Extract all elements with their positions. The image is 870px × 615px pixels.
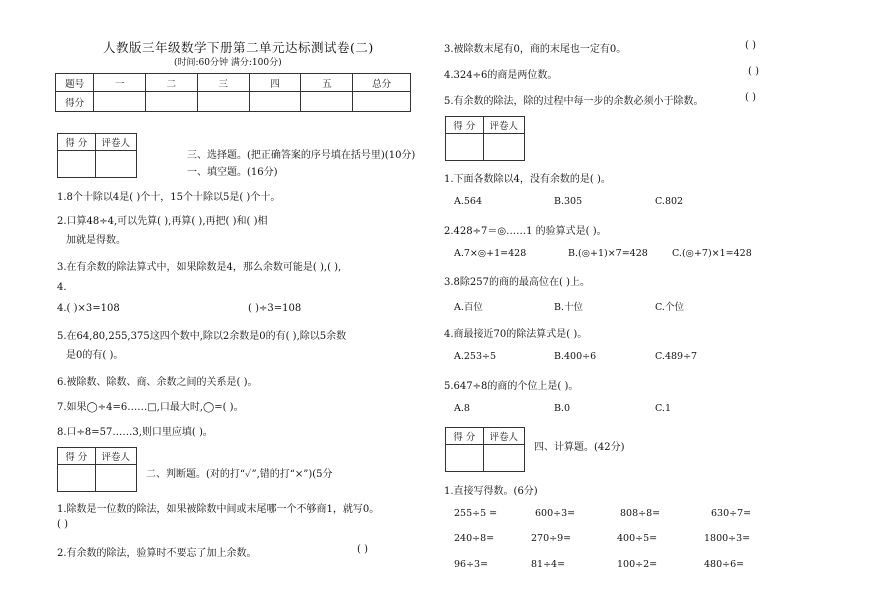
calc-item: 240÷8= xyxy=(454,533,495,544)
choice-q4: 4.商最接近70的除法算式是( )。 xyxy=(444,329,588,340)
fill-q1: 1.8个十除以4是( )个十，15个十除以5是( )个十。 xyxy=(57,192,281,203)
score-table-header: 题号 xyxy=(56,74,94,92)
calc-item: 600÷3= xyxy=(535,508,576,519)
score-table-header: 四 xyxy=(249,74,301,92)
page-subtitle: (时间:60分钟 满分:100分) xyxy=(174,58,282,68)
choice-q1-opt-b: B.305 xyxy=(554,196,583,207)
score-table xyxy=(55,73,411,112)
fill-q5-cont: 是0的有( )。 xyxy=(66,350,124,361)
fill-q6: 6.被除数、除数、商、余数之间的关系是( )。 xyxy=(57,377,258,388)
choice-q1-opt-c: C.802 xyxy=(655,196,684,207)
judge-q5-paren: ( ) xyxy=(745,92,756,103)
grader-score-cell xyxy=(446,445,484,472)
grader-score-label: 得 分 xyxy=(446,117,484,134)
choice-q3-opt-b: B.十位 xyxy=(554,302,584,313)
choice-q5: 5.647÷8的商的个位上是( )。 xyxy=(444,381,579,392)
grader-score-cell xyxy=(58,465,96,492)
fill-q3: 3.在有余数的除法算式中，如果除数是4，那么余数可能是( ),( ), xyxy=(57,262,342,273)
grader-name-cell xyxy=(483,134,524,161)
choice-q2-opt-a: A.7×◎+1=428 xyxy=(454,248,527,259)
calc-item: 255÷5 = xyxy=(454,508,498,519)
score-cell xyxy=(353,92,411,112)
score-table-header: 二 xyxy=(146,74,198,92)
choice-q2-opt-b: B.(◎+1)×7=428 xyxy=(568,248,648,259)
judge-q4: 4.324÷6的商是两位数。 xyxy=(444,70,558,81)
grader-name-label: 评卷人 xyxy=(483,428,524,445)
score-cell xyxy=(197,92,249,112)
fill-q4a: 4.( )×3=108 xyxy=(57,303,120,314)
section-two-title: 二、判断题。(对的打“✓”,错的打“×”)(5分 xyxy=(146,469,333,480)
grader-score-cell xyxy=(58,151,96,178)
calc-item: 100÷2= xyxy=(617,559,658,570)
grader-box xyxy=(445,116,525,161)
judge-q4-paren: ( ) xyxy=(748,66,759,77)
score-table-header: 总分 xyxy=(353,74,411,92)
choice-q3-opt-a: A.百位 xyxy=(454,302,483,313)
score-cell xyxy=(94,92,146,112)
grader-score-label: 得 分 xyxy=(58,134,96,151)
score-row-label: 得分 xyxy=(56,92,94,112)
fill-q2: 2.口算48÷4,可以先算( ),再算( ),再把( )和( )相 xyxy=(57,216,268,227)
grader-name-label: 评卷人 xyxy=(483,117,524,134)
section-three-header: 三、选择题。(把正确答案的序号填在括号里)(10分) xyxy=(187,150,416,161)
judge-q3-paren: ( ) xyxy=(745,40,756,51)
grader-box xyxy=(57,133,137,178)
fill-q5: 5.在64,80,255,375这四个数中,除以2余数是0的有( ),除以5余数 xyxy=(57,331,347,342)
choice-q5-opt-a: A.8 xyxy=(454,403,470,414)
fill-q7: 7.如果◯÷4=6……□,口最大时,◯=( )。 xyxy=(57,402,244,413)
calc-item: 96÷3= xyxy=(454,559,489,570)
judge-q1: 1.除数是一位数的除法，如果被除数中间或末尾哪一个不够商1，就写0。 xyxy=(57,504,380,515)
grader-name-cell xyxy=(95,151,136,178)
grader-score-label: 得 分 xyxy=(58,448,96,465)
grader-box xyxy=(57,447,137,492)
choice-q1: 1.下面各数除以4，没有余数的是( )。 xyxy=(444,174,611,185)
judge-q3: 3.被除数末尾有0，商的末尾也一定有0。 xyxy=(444,44,627,55)
calc-item: 400÷5= xyxy=(617,533,658,544)
choice-q4-opt-b: B.400÷6 xyxy=(554,351,597,362)
grader-score-label: 得 分 xyxy=(446,428,484,445)
choice-q5-opt-c: C.1 xyxy=(655,403,671,414)
choice-q4-opt-a: A.253÷5 xyxy=(454,351,497,362)
choice-q3: 3.8除257的商的最高位在( )上。 xyxy=(444,277,590,288)
judge-q1-paren: ( ) xyxy=(57,519,68,530)
score-table-header: 三 xyxy=(197,74,249,92)
fill-q8: 8.口÷8=57……3,则口里应填( )。 xyxy=(57,427,213,438)
grader-box xyxy=(445,427,525,472)
grader-score-cell xyxy=(446,134,484,161)
judge-q2: 2.有余数的除法，验算时不要忘了加上余数。 xyxy=(57,548,257,559)
fill-q4b: ( )÷3=108 xyxy=(248,303,302,314)
judge-q2-paren: ( ) xyxy=(357,544,368,555)
fill-q3-cont: 4. xyxy=(57,282,67,293)
score-cell xyxy=(146,92,198,112)
score-table-header: 一 xyxy=(94,74,146,92)
grader-name-cell xyxy=(95,465,136,492)
judge-q5: 5.有余数的除法，除的过程中每一步的余数必须小于除数。 xyxy=(444,96,704,107)
calc-item: 808÷8= xyxy=(620,508,661,519)
grader-name-label: 评卷人 xyxy=(95,134,136,151)
choice-q5-opt-b: B.0 xyxy=(554,403,571,414)
score-cell xyxy=(249,92,301,112)
section-four-title: 四、计算题。(42分) xyxy=(534,442,625,453)
page-title: 人教版三年级数学下册第二单元达标测试卷(二) xyxy=(103,40,374,55)
grader-name-cell xyxy=(483,445,524,472)
section-one-title: 一、填空题。(16分) xyxy=(187,167,278,178)
calc-item: 1800÷3= xyxy=(704,533,751,544)
score-table-header: 五 xyxy=(301,74,353,92)
choice-q3-opt-c: C.个位 xyxy=(655,302,684,313)
calc-subtitle: 1.直接写得数。(6分) xyxy=(444,486,538,497)
fill-q2-cont: 加就是得数。 xyxy=(66,235,126,246)
calc-item: 630÷7= xyxy=(711,508,752,519)
calc-item: 480÷6= xyxy=(704,559,745,570)
choice-q2-opt-c: C.(◎+7)×1=428 xyxy=(672,248,752,259)
calc-item: 270÷9= xyxy=(531,533,572,544)
choice-q1-opt-a: A.564 xyxy=(454,196,483,207)
choice-q2: 2.428÷7＝◎……1 的验算式是( )。 xyxy=(444,226,607,237)
score-cell xyxy=(301,92,353,112)
calc-item: 81÷4= xyxy=(531,559,566,570)
grader-name-label: 评卷人 xyxy=(95,448,136,465)
choice-q4-opt-c: C.489÷7 xyxy=(655,351,698,362)
